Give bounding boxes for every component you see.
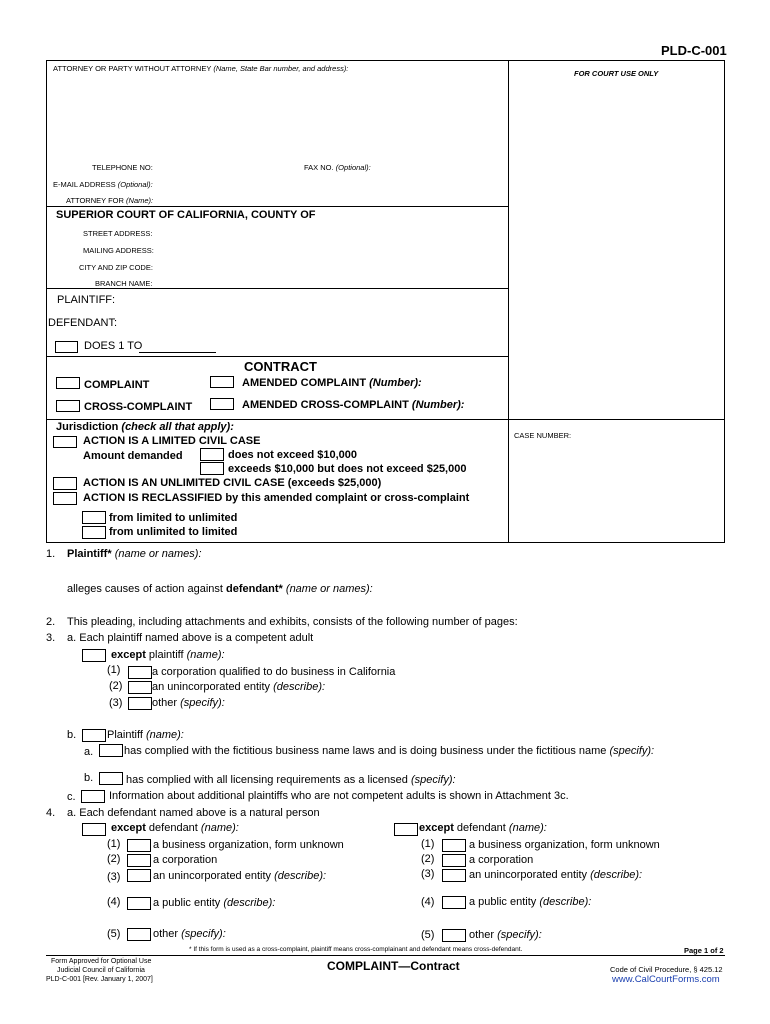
p-unincorp-checkbox[interactable] [128, 681, 152, 694]
except-defendant-left-checkbox[interactable] [82, 823, 106, 836]
dr-corporation-label: a corporation [469, 854, 534, 866]
dr-opt-3-number: (3) [421, 868, 435, 880]
plaintiff-b-label: Plaintiff (name): [107, 729, 184, 741]
p-other-checkbox[interactable] [128, 697, 152, 710]
unlimited-case-checkbox[interactable] [53, 477, 77, 490]
item-3b-b-letter: b. [84, 772, 94, 784]
except-plaintiff-label: except plaintiff (name): [111, 649, 225, 661]
fictitious-label: has complied with the fictitious business name laws and is doing business under the fictitious name (specify): [124, 745, 655, 757]
limited-case-label: ACTION IS A LIMITED CIVIL CASE [83, 435, 261, 447]
dl-other-label: other (specify): [153, 928, 226, 940]
not-exceed-10000-checkbox[interactable] [200, 448, 224, 461]
does-label: DOES 1 TO [84, 340, 143, 352]
cross-complaint-checkbox[interactable] [56, 400, 80, 412]
p-other-label: other (specify): [152, 697, 225, 709]
mailing-address-label: MAILING ADDRESS: [83, 246, 154, 255]
p-corp-ca-checkbox[interactable] [128, 666, 152, 679]
does-checkbox[interactable] [55, 341, 78, 353]
branch-name-label: BRANCH NAME: [95, 279, 153, 288]
website-link[interactable]: www.CalCourtForms.com [612, 974, 720, 985]
dr-public-entity-checkbox[interactable] [442, 896, 466, 909]
p-corp-ca-label: a corporation qualified to do business in California [152, 666, 396, 678]
reclassified-label: ACTION IS RECLASSIFIED by this amended complaint or cross-complaint [83, 492, 470, 504]
complaint-label: COMPLAINT [84, 379, 150, 391]
unlimited-to-limited-label: from unlimited to limited [109, 526, 238, 538]
item-4a-text: a. Each defendant named above is a natural person [67, 807, 320, 819]
dl-public-entity-checkbox[interactable] [127, 897, 151, 910]
dr-opt-1-number: (1) [421, 838, 435, 850]
dl-corporation-label: a corporation [153, 854, 218, 866]
except-defendant-right-checkbox[interactable] [394, 823, 418, 836]
unlimited-to-limited-checkbox[interactable] [82, 526, 106, 539]
attorney-label: ATTORNEY OR PARTY WITHOUT ATTORNEY (Name, State Bar number, and address): [53, 64, 349, 73]
info-3c-checkbox[interactable] [81, 790, 105, 803]
dl-public-entity-label: a public entity (describe): [153, 897, 276, 909]
dr-opt-4-number: (4) [421, 896, 435, 908]
item-2-number: 2. [46, 616, 56, 628]
fictitious-checkbox[interactable] [99, 744, 123, 757]
dl-opt-1-number: (1) [107, 838, 121, 850]
plaintiff-label: PLAINTIFF: [57, 294, 116, 306]
dl-opt-5-number: (5) [107, 928, 121, 940]
reclassified-checkbox[interactable] [53, 492, 77, 505]
p-opt-1-number: (1) [107, 664, 121, 676]
street-address-label: STREET ADDRESS: [83, 229, 153, 238]
amended-complaint-checkbox[interactable] [210, 376, 234, 388]
amended-cross-complaint-label: AMENDED CROSS-COMPLAINT (Number): [242, 399, 465, 411]
item-3c-letter: c. [67, 791, 76, 803]
exceeds-10000-label: exceeds $10,000 but does not exceed $25,000 [228, 463, 467, 475]
dr-opt-2-number: (2) [421, 853, 435, 865]
alleges-text: alleges causes of action against defendant* (name or names): [67, 583, 373, 595]
footnote: * If this form is used as a cross-complaint, plaintiff means cross-complainant and defendant means cross-defendant. [189, 946, 523, 953]
item-4-number: 4. [46, 807, 56, 819]
approved-line-1: Form Approved for Optional Use [51, 958, 152, 965]
info-3c-label: Information about additional plaintiffs who are not competent adults is shown in Attachment 3c. [109, 790, 569, 802]
jurisdiction-label: Jurisdiction (check all that apply): [56, 421, 234, 433]
dr-business-org-checkbox[interactable] [442, 839, 466, 852]
limited-to-unlimited-checkbox[interactable] [82, 511, 106, 524]
item-3b-a-letter: a. [84, 746, 94, 758]
dl-other-checkbox[interactable] [127, 928, 151, 941]
item-1-number: 1. [46, 548, 56, 560]
approved-line-3: PLD-C-001 [Rev. January 1, 2007] [46, 976, 153, 983]
attorney-for-label: ATTORNEY FOR (Name): [66, 196, 154, 205]
item-2-text: This pleading, including attachments and exhibits, consists of the following number of pages: [67, 616, 518, 628]
p-unincorp-label: an unincorporated entity (describe): [152, 681, 326, 693]
amended-complaint-label: AMENDED COMPLAINT (Number): [242, 377, 422, 389]
unlimited-case-label: ACTION IS AN UNLIMITED CIVIL CASE (exceeds $25,000) [83, 477, 382, 489]
dl-business-org-checkbox[interactable] [127, 839, 151, 852]
except-defendant-left-label: except defendant (name): [111, 822, 239, 834]
footer-title: COMPLAINT—Contract [327, 959, 460, 973]
complaint-checkbox[interactable] [56, 377, 80, 389]
dr-public-entity-label: a public entity (describe): [469, 896, 592, 908]
contract-heading: CONTRACT [244, 359, 317, 374]
form-id: PLD-C-001 [661, 43, 727, 58]
code-citation: Code of Civil Procedure, § 425.12 [610, 965, 723, 974]
exceeds-10000-checkbox[interactable] [200, 462, 224, 475]
dr-other-label: other (specify): [469, 929, 542, 941]
dl-opt-4-number: (4) [107, 896, 121, 908]
telephone-label: TELEPHONE NO: [92, 163, 153, 172]
case-number-label: CASE NUMBER: [514, 431, 572, 440]
item-3a-text: a. Each plaintiff named above is a competent adult [67, 632, 314, 644]
licensing-checkbox[interactable] [99, 772, 123, 785]
approved-line-2: Judicial Council of California [57, 967, 145, 974]
limited-to-unlimited-label: from limited to unlimited [109, 512, 238, 524]
dl-corporation-checkbox[interactable] [127, 854, 151, 867]
dr-other-checkbox[interactable] [442, 929, 466, 942]
p-opt-2-number: (2) [109, 680, 123, 692]
limited-case-checkbox[interactable] [53, 436, 77, 448]
fax-label: FAX NO. (Optional): [304, 163, 371, 172]
amount-demanded-label: Amount demanded [83, 450, 183, 462]
dr-business-org-label: a business organization, form unknown [469, 839, 660, 851]
dl-business-org-label: a business organization, form unknown [153, 839, 344, 851]
dl-unincorp-checkbox[interactable] [127, 869, 151, 882]
plaintiff-b-checkbox[interactable] [82, 729, 106, 742]
item-3-number: 3. [46, 632, 56, 644]
item-1-text: Plaintiff* (name or names): [67, 548, 202, 560]
dl-unincorp-label: an unincorporated entity (describe): [153, 870, 327, 882]
email-label: E-MAIL ADDRESS (Optional): [53, 180, 153, 189]
dr-opt-5-number: (5) [421, 929, 435, 941]
dl-opt-2-number: (2) [107, 853, 121, 865]
amended-cross-complaint-checkbox[interactable] [210, 398, 234, 410]
item-3b-letter: b. [67, 729, 77, 741]
dr-unincorp-checkbox[interactable] [442, 869, 466, 882]
except-plaintiff-checkbox[interactable] [82, 649, 106, 662]
does-number-field[interactable] [139, 352, 216, 353]
dr-unincorp-label: an unincorporated entity (describe): [469, 869, 643, 881]
city-zip-label: CITY AND ZIP CODE: [79, 263, 153, 272]
court-use-label: FOR COURT USE ONLY [574, 69, 659, 78]
dl-opt-3-number: (3) [107, 871, 121, 883]
defendant-label: DEFENDANT: [48, 317, 118, 329]
licensing-label: has complied with all licensing requirements as a licensed (specify): [126, 774, 456, 786]
p-opt-3-number: (3) [109, 697, 123, 709]
court-title: SUPERIOR COURT OF CALIFORNIA, COUNTY OF [56, 209, 316, 221]
not-exceed-10000-label: does not exceed $10,000 [228, 449, 358, 461]
dr-corporation-checkbox[interactable] [442, 854, 466, 867]
except-defendant-right-label: except defendant (name): [419, 822, 547, 834]
cross-complaint-label: CROSS-COMPLAINT [84, 401, 193, 413]
page-number: Page 1 of 2 [684, 946, 724, 955]
